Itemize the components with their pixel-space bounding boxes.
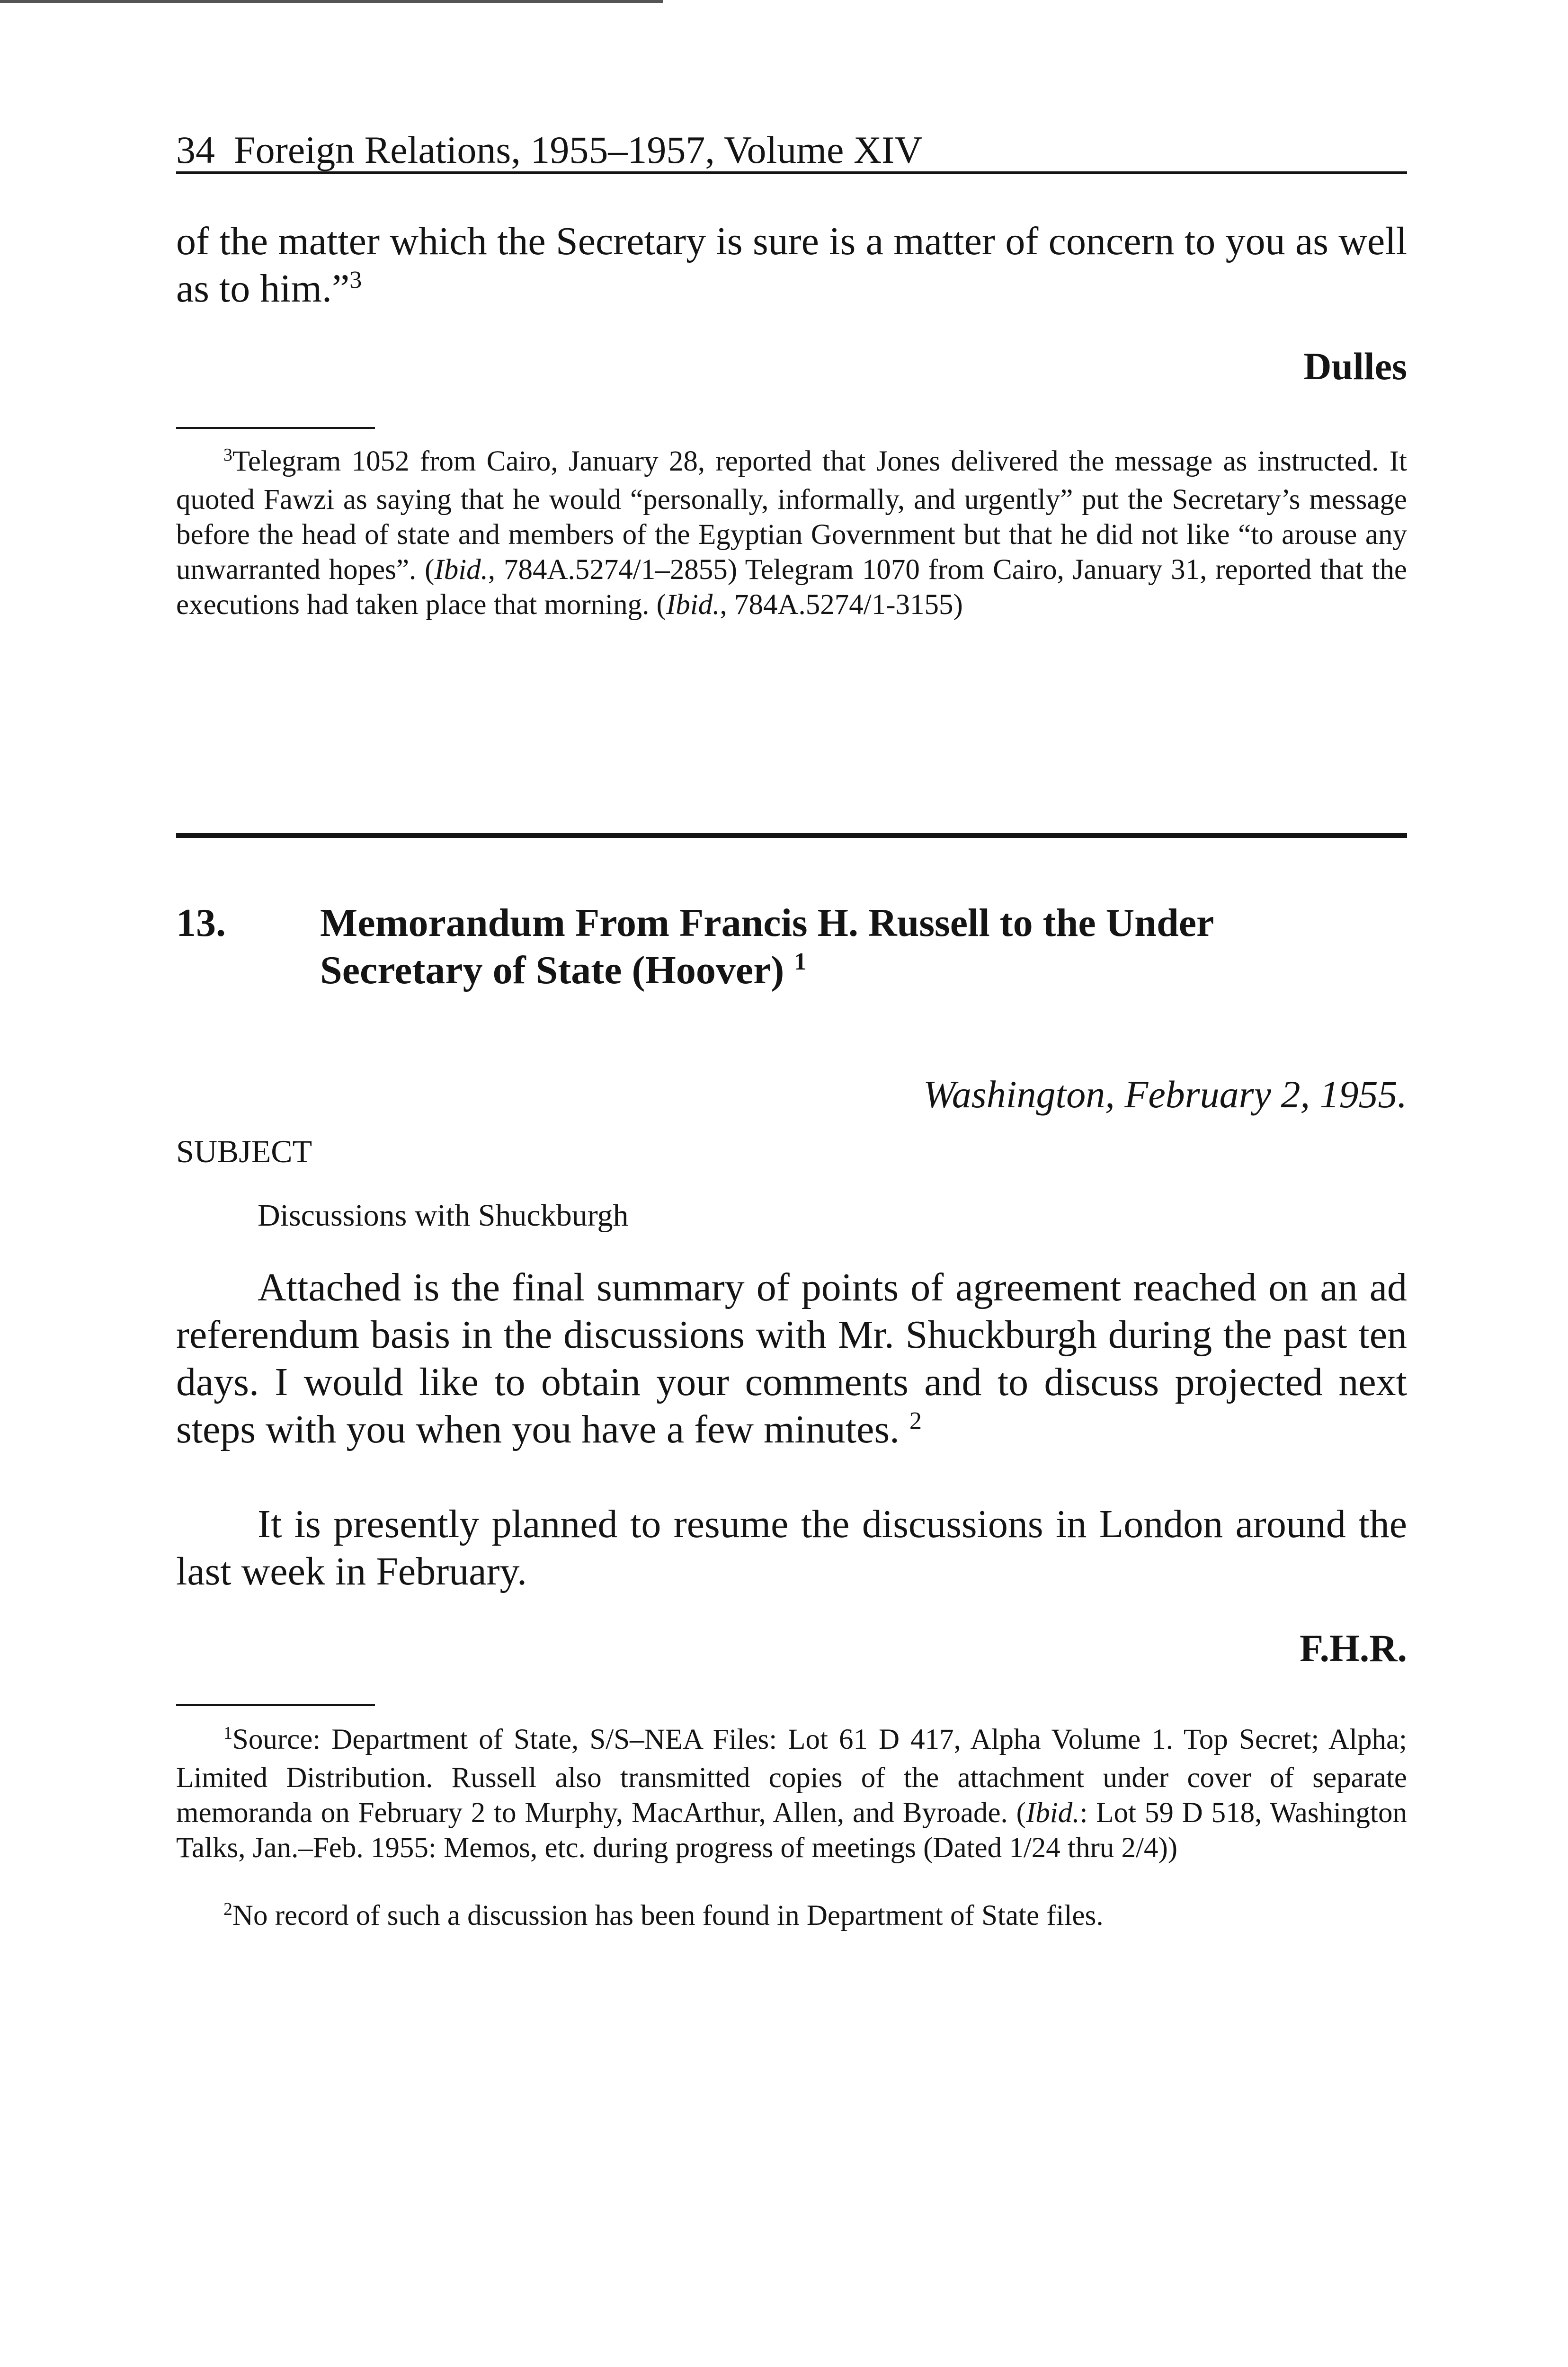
subject-label: SUBJECT (176, 1133, 312, 1169)
page-number: 34 (176, 128, 215, 171)
footnote-separator-bottom (176, 1704, 375, 1706)
document-number: 13. (176, 901, 226, 945)
footnote-ref-1[interactable]: 1 (794, 948, 807, 976)
footnote-separator-top (176, 427, 375, 429)
footnote-2-marker: 2 (223, 1899, 232, 1920)
footnote-2-text: No record of such a discussion has been found in Department of State files. (232, 1900, 1104, 1931)
footnote-3-text-b: , 784A.5274/1–2855) Telegram 1070 from Cairo, January 31, reported that the executions had taken place that morning. ( (176, 554, 1407, 621)
subject-text: Discussions with Shuckburgh (258, 1198, 629, 1233)
dateline: Washington, February 2, 1955. (923, 1073, 1407, 1116)
body-paragraph-1-text: Attached is the final summary of points of agreement reached on an ad referendum basis in the discussions with Mr. Shuckburgh during the past ten days. I would like to obtain your comments and to discuss projected next steps with you when you have a few minutes. (176, 1265, 1407, 1451)
footnote-1-text-a: Source: Department of State, S/S–NEA Files: Lot 61 D 417, Alpha Volume 1. Top Secret; Alpha; Limited Distribution. Russell also transmitted copies of the attachment under cover of separate memoranda on February 2 to Murphy, MacArthur, Allen, and Byroade. ( (176, 1724, 1407, 1829)
scan-edge-line (0, 0, 663, 3)
footnote-ref-2[interactable]: 2 (909, 1407, 922, 1435)
header-underline (176, 171, 1407, 174)
footnote-1-ibid: Ibid. (1025, 1797, 1080, 1829)
signature-dulles: Dulles (1303, 345, 1407, 388)
signature-initials: F.H.R. (1299, 1627, 1407, 1670)
body-paragraph-2: It is presently planned to resume the discussions in London around the last week in February. (176, 1502, 1407, 1593)
footnote-1-marker: 1 (223, 1723, 232, 1744)
continuation-text: of the matter which the Secretary is sure is a matter of concern to you as well as to him.” (176, 219, 1407, 311)
continuation-paragraph (176, 218, 1407, 318)
footnote-3-marker: 3 (223, 445, 232, 465)
section-divider (176, 833, 1407, 838)
document-title-text: Memorandum From Francis H. Russell to the Under Secretary of State (Hoover) (320, 901, 1213, 992)
running-title: Foreign Relations, 1955–1957, Volume XIV (234, 128, 923, 171)
footnote-3-text-a: Telegram 1052 from Cairo, January 28, reported that Jones delivered the message as instructed. It quoted Fawzi as saying that he would “personally, informally, and urgently” put the Secretary’s message before the head of state and members of the Egyptian Government but that he did not like “to arouse any unwarranted hopes”. ( (176, 445, 1407, 586)
footnote-1-text-b: : Lot 59 D 518, Washington Talks, Jan.–Feb. 1955: Memos, etc. during progress of meetings (Dated 1/24 thru 2/4)) (176, 1797, 1407, 1864)
document-title (320, 899, 1314, 999)
footnote-ref-3[interactable]: 3 (349, 267, 362, 294)
footnote-3-ibid-2: Ibid. (666, 589, 720, 621)
body-paragraph-1 (176, 1264, 1407, 1459)
footnote-3-ibid-1: Ibid. (434, 554, 488, 586)
footnote-3 (176, 444, 1407, 623)
footnote-1 (176, 1722, 1407, 1866)
footnote-3-text-c: , 784A.5274/1-3155) (720, 589, 963, 621)
footnote-2 (176, 1898, 1407, 1937)
